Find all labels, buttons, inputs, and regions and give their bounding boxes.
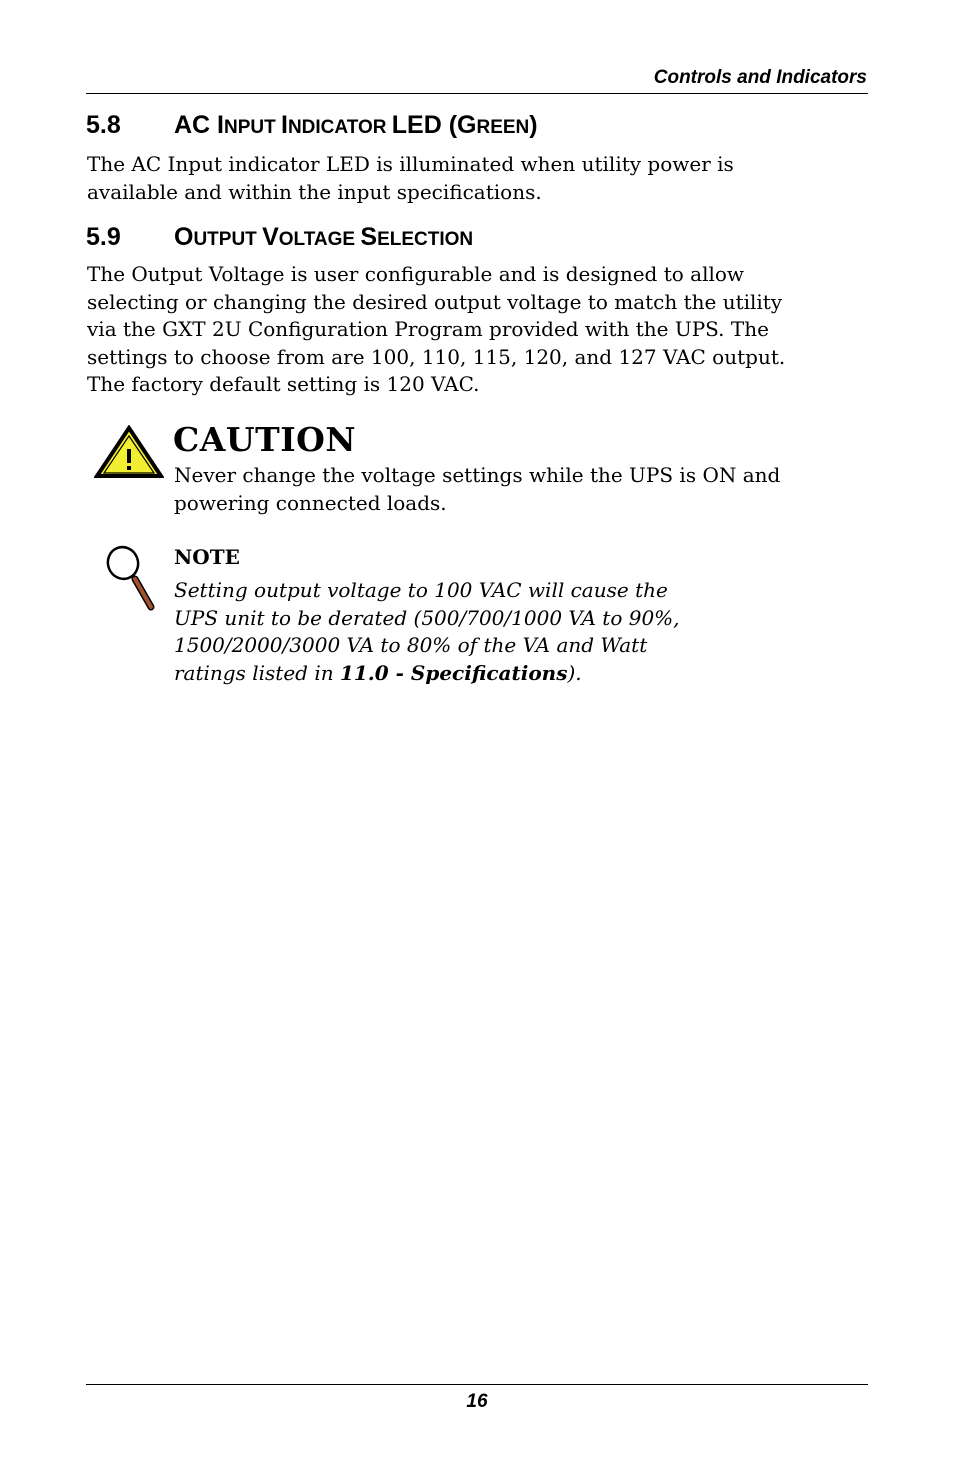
running-header: Controls and Indicators <box>653 67 867 88</box>
section-number: 5.9 <box>86 223 121 251</box>
specifications-reference: 11.0 - Specifications <box>339 660 568 685</box>
paragraph-line: The AC Input indicator LED is illuminated when utility power is <box>87 152 734 176</box>
section-5-9-heading <box>86 223 473 252</box>
page-number: 16 <box>466 1391 488 1412</box>
section-5-8-body <box>87 151 857 206</box>
paragraph-line: settings to choose from are 100, 110, 115, 120, and 127 VAC output. <box>87 344 786 369</box>
section-5-8-heading <box>86 111 538 140</box>
paragraph-line: via the GXT 2U Configuration Program provided with the UPS. The <box>87 317 769 341</box>
note-line: ratings listed in 11.0 - Specifications). <box>174 660 582 685</box>
footer-rule <box>86 1384 868 1385</box>
section-5-9-body <box>87 261 857 399</box>
caution-line: powering connected loads. <box>174 490 447 515</box>
note-line: Setting output voltage to 100 VAC will cause the <box>174 578 668 602</box>
magnifying-glass-icon <box>102 544 158 612</box>
header-rule <box>86 93 868 94</box>
note-title: NOTE <box>174 545 240 569</box>
warning-triangle-icon <box>94 425 164 479</box>
caution-text <box>174 462 874 517</box>
section-title: AC INPUT INDICATOR LED (GREEN) <box>174 111 538 139</box>
paragraph-line: available and within the input specifications. <box>87 179 542 204</box>
caution-line: Never change the voltage settings while the UPS is ON and <box>174 463 781 487</box>
paragraph-line: selecting or changing the desired output voltage to match the utility <box>87 289 783 314</box>
note-line: 1500/2000/3000 VA to 80% of the VA and Watt <box>174 633 648 657</box>
caution-title: CAUTION <box>173 420 357 459</box>
note-line: UPS unit to be derated (500/700/1000 VA to 90%, <box>174 605 680 630</box>
paragraph-line: The Output Voltage is user configurable and is designed to allow <box>87 262 745 286</box>
section-number: 5.8 <box>86 111 121 139</box>
note-text <box>174 577 794 687</box>
section-title: OUTPUT VOLTAGE SELECTION <box>174 223 474 251</box>
paragraph-line: The factory default setting is 120 VAC. <box>87 372 480 396</box>
